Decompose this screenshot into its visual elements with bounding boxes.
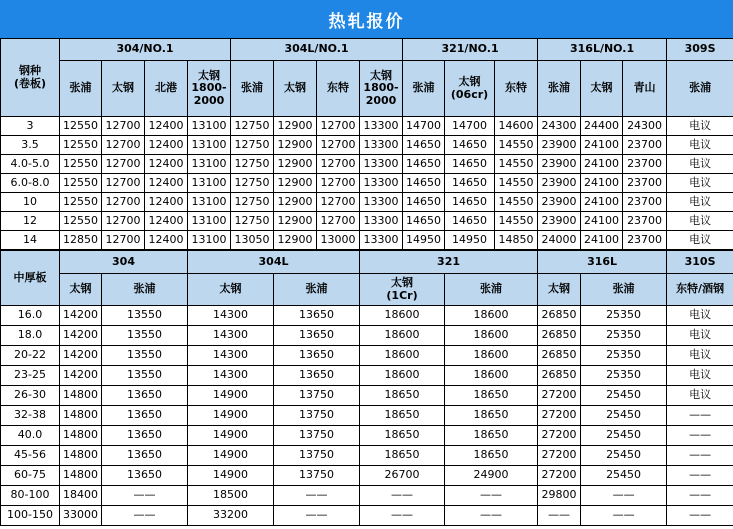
supplier-header: 太钢 <box>102 61 145 117</box>
price-cell: 23700 <box>623 174 667 193</box>
price-cell: 33000 <box>60 506 102 526</box>
price-cell: 18400 <box>60 486 102 506</box>
supplier-header: 张浦 <box>60 61 102 117</box>
table-row <box>1 231 733 251</box>
price-cell: 14550 <box>495 174 538 193</box>
price-cell: 14200 <box>60 326 102 346</box>
price-cell: 18650 <box>360 426 445 446</box>
price-cell: 12700 <box>317 136 360 155</box>
price-cell: 12900 <box>274 136 317 155</box>
price-cell: 12900 <box>274 174 317 193</box>
table-row <box>1 155 733 174</box>
price-cell: 14650 <box>445 155 495 174</box>
price-cell: 12750 <box>231 212 274 231</box>
price-cell: 13050 <box>231 231 274 251</box>
price-cell: 14550 <box>495 155 538 174</box>
price-cell: 13550 <box>102 306 188 326</box>
spec-cell: 100-150 <box>1 506 60 526</box>
price-cell: 14650 <box>403 193 445 212</box>
supplier-header: 东特/酒钢 <box>667 274 733 306</box>
spec-cell: 14 <box>1 231 60 251</box>
price-cell: 12700 <box>102 212 145 231</box>
price-cell: —— <box>102 486 188 506</box>
price-cell: 电议 <box>667 366 733 386</box>
price-cell: 14600 <box>495 117 538 136</box>
table-row <box>1 486 733 506</box>
price-cell: 14700 <box>445 117 495 136</box>
price-cell: 18650 <box>445 406 538 426</box>
price-cell: 25450 <box>581 406 667 426</box>
price-cell: 13650 <box>102 446 188 466</box>
price-cell: 电议 <box>667 326 733 346</box>
price-cell: 25350 <box>581 326 667 346</box>
price-cell: 14650 <box>403 136 445 155</box>
price-cell: 13650 <box>274 346 360 366</box>
price-cell: 14200 <box>60 306 102 326</box>
price-cell: 12900 <box>274 212 317 231</box>
price-cell: 23700 <box>623 155 667 174</box>
price-cell: 23700 <box>623 212 667 231</box>
price-cell: 25450 <box>581 386 667 406</box>
price-cell: 12900 <box>274 117 317 136</box>
price-cell: 13300 <box>360 136 403 155</box>
table-row <box>1 174 733 193</box>
supplier-header: 东特 <box>317 61 360 117</box>
price-cell: 12700 <box>102 193 145 212</box>
row-header-label: 钢种 (卷板) <box>1 39 60 117</box>
price-cell: 13750 <box>274 406 360 426</box>
price-cell: 27200 <box>538 406 581 426</box>
price-cell: 电议 <box>667 231 733 251</box>
price-cell: 14800 <box>60 446 102 466</box>
price-cell: 电议 <box>667 117 733 136</box>
price-cell: 13100 <box>188 117 231 136</box>
supplier-header: 太钢 <box>60 274 102 306</box>
price-cell: 12550 <box>60 136 102 155</box>
table-row <box>1 306 733 326</box>
table-row <box>1 406 733 426</box>
price-cell: 14800 <box>60 386 102 406</box>
price-cell: 12400 <box>145 174 188 193</box>
price-cell: 12400 <box>145 231 188 251</box>
price-cell: 27200 <box>538 446 581 466</box>
supplier-header: 太钢 <box>188 274 274 306</box>
price-cell: 14300 <box>188 326 274 346</box>
price-cell: 23900 <box>538 136 581 155</box>
supplier-header: 太钢 <box>581 61 623 117</box>
spec-cell: 10 <box>1 193 60 212</box>
price-cell: —— <box>274 486 360 506</box>
price-cell: 14550 <box>495 212 538 231</box>
price-cell: 14650 <box>403 174 445 193</box>
price-cell: 13100 <box>188 136 231 155</box>
price-cell: 14950 <box>445 231 495 251</box>
spec-cell: 3.5 <box>1 136 60 155</box>
price-cell: 电议 <box>667 136 733 155</box>
supplier-header: 张浦 <box>581 274 667 306</box>
price-cell: 12700 <box>102 174 145 193</box>
price-cell: 12400 <box>145 212 188 231</box>
price-cell: 12750 <box>231 117 274 136</box>
price-cell: 13650 <box>274 366 360 386</box>
supplier-header: 太钢 1800- 2000 <box>360 61 403 117</box>
spec-cell: 32-38 <box>1 406 60 426</box>
price-cell: 14900 <box>188 406 274 426</box>
price-cell: —— <box>667 466 733 486</box>
page-title: 热轧报价 <box>0 0 733 38</box>
supplier-header: 张浦 <box>274 274 360 306</box>
table-row <box>1 212 733 231</box>
spec-cell: 16.0 <box>1 306 60 326</box>
supplier-header: 张浦 <box>231 61 274 117</box>
group-header: 316L/NO.1 <box>538 39 667 61</box>
table-row <box>1 366 733 386</box>
spec-cell: 60-75 <box>1 466 60 486</box>
price-cell: 12550 <box>60 155 102 174</box>
supplier-header: 张浦 <box>445 274 538 306</box>
price-cell: 12700 <box>317 117 360 136</box>
group-header: 304L/NO.1 <box>231 39 403 61</box>
price-cell: 13650 <box>102 386 188 406</box>
price-cell: 12700 <box>102 136 145 155</box>
price-cell: 26850 <box>538 326 581 346</box>
price-cell: 电议 <box>667 346 733 366</box>
price-cell: 18600 <box>360 346 445 366</box>
price-cell: 18600 <box>360 366 445 386</box>
price-cell: 13650 <box>102 426 188 446</box>
price-cell: 24100 <box>581 155 623 174</box>
price-cell: 26850 <box>538 306 581 326</box>
price-cell: 18600 <box>445 366 538 386</box>
table-row <box>1 136 733 155</box>
price-cell: 18600 <box>445 346 538 366</box>
price-cell: 25450 <box>581 446 667 466</box>
price-cell: —— <box>667 406 733 426</box>
price-cell: 12550 <box>60 174 102 193</box>
price-cell: 12550 <box>60 117 102 136</box>
spec-cell: 26-30 <box>1 386 60 406</box>
price-cell: 14650 <box>445 193 495 212</box>
price-cell: 13300 <box>360 174 403 193</box>
spec-cell: 40.0 <box>1 426 60 446</box>
supplier-header: 太钢 <box>538 274 581 306</box>
price-cell: —— <box>667 506 733 526</box>
price-cell: 23900 <box>538 193 581 212</box>
supplier-header: 太钢 <box>274 61 317 117</box>
price-cell: 27200 <box>538 426 581 446</box>
price-cell: 12550 <box>60 193 102 212</box>
price-cell: 23700 <box>623 136 667 155</box>
price-cell: 14900 <box>188 446 274 466</box>
price-cell: 14850 <box>495 231 538 251</box>
price-cell: 26850 <box>538 346 581 366</box>
section-hot-rolled-coil <box>1 39 733 251</box>
spec-cell: 23-25 <box>1 366 60 386</box>
price-cell: 14650 <box>445 174 495 193</box>
price-cell: —— <box>360 506 445 526</box>
table-row <box>1 326 733 346</box>
supplier-header: 张浦 <box>667 61 733 117</box>
price-cell: 24000 <box>538 231 581 251</box>
price-cell: 18650 <box>360 446 445 466</box>
price-cell: 23700 <box>623 193 667 212</box>
price-cell: 14900 <box>188 426 274 446</box>
price-cell: 14300 <box>188 306 274 326</box>
price-cell: 12700 <box>317 174 360 193</box>
price-cell: 14300 <box>188 366 274 386</box>
spec-cell: 3 <box>1 117 60 136</box>
price-cell: 13550 <box>102 346 188 366</box>
price-cell: 13750 <box>274 466 360 486</box>
price-cell: 29800 <box>538 486 581 506</box>
price-cell: 13300 <box>360 231 403 251</box>
price-cell: 14650 <box>403 155 445 174</box>
supplier-header: 张浦 <box>403 61 445 117</box>
price-cell: 13550 <box>102 366 188 386</box>
table-row <box>1 346 733 366</box>
spec-cell: 12 <box>1 212 60 231</box>
price-cell: 25450 <box>581 466 667 486</box>
price-cell: 33200 <box>188 506 274 526</box>
price-cell: 13300 <box>360 155 403 174</box>
price-cell: 24100 <box>581 231 623 251</box>
section-medium-plate <box>1 250 733 526</box>
price-cell: 12400 <box>145 155 188 174</box>
price-cell: 电议 <box>667 155 733 174</box>
price-cell: 14800 <box>60 406 102 426</box>
price-cell: 18650 <box>445 446 538 466</box>
price-cell: 12750 <box>231 136 274 155</box>
price-cell: 电议 <box>667 306 733 326</box>
price-cell: 13000 <box>317 231 360 251</box>
price-cell: 14950 <box>403 231 445 251</box>
supplier-header: 青山 <box>623 61 667 117</box>
price-cell: 电议 <box>667 212 733 231</box>
price-cell: 13750 <box>274 426 360 446</box>
price-cell: —— <box>667 446 733 466</box>
supplier-header: 太钢 (1Cr) <box>360 274 445 306</box>
group-header: 304L <box>188 250 360 274</box>
price-cell: 14700 <box>403 117 445 136</box>
price-cell: 14200 <box>60 346 102 366</box>
price-cell: 18600 <box>360 306 445 326</box>
price-cell: 12700 <box>317 212 360 231</box>
price-cell: 18600 <box>445 306 538 326</box>
price-cell: —— <box>581 486 667 506</box>
table-row <box>1 446 733 466</box>
price-cell: 12700 <box>317 193 360 212</box>
price-cell: —— <box>445 486 538 506</box>
price-cell: 12700 <box>317 155 360 174</box>
price-cell: 12750 <box>231 193 274 212</box>
price-cell: 13750 <box>274 386 360 406</box>
row-header-label: 中厚板 <box>1 250 60 306</box>
price-cell: 13650 <box>102 406 188 426</box>
price-cell: 24100 <box>581 193 623 212</box>
table-row <box>1 506 733 526</box>
price-cell: 26850 <box>538 366 581 386</box>
price-cell: 13100 <box>188 231 231 251</box>
price-cell: 24100 <box>581 212 623 231</box>
price-cell: 12750 <box>231 174 274 193</box>
table-row <box>1 117 733 136</box>
price-cell: 18650 <box>445 426 538 446</box>
table-row <box>1 426 733 446</box>
price-cell: 12900 <box>274 193 317 212</box>
price-cell: 13650 <box>274 306 360 326</box>
price-cell: 12550 <box>60 212 102 231</box>
price-cell: 18650 <box>360 406 445 426</box>
price-cell: 24100 <box>581 174 623 193</box>
price-cell: 24900 <box>445 466 538 486</box>
price-cell: 13100 <box>188 155 231 174</box>
price-cell: 23900 <box>538 174 581 193</box>
price-cell: 14900 <box>188 386 274 406</box>
group-header: 321/NO.1 <box>403 39 538 61</box>
price-cell: —— <box>102 506 188 526</box>
price-cell: 12850 <box>60 231 102 251</box>
price-cell: —— <box>581 506 667 526</box>
price-cell: —— <box>360 486 445 506</box>
price-cell: 18600 <box>360 326 445 346</box>
price-cell: 14650 <box>403 212 445 231</box>
price-cell: 14900 <box>188 466 274 486</box>
price-cell: 13100 <box>188 212 231 231</box>
price-cell: 13100 <box>188 193 231 212</box>
price-cell: 25350 <box>581 346 667 366</box>
group-header: 316L <box>538 250 667 274</box>
price-cell: 13300 <box>360 193 403 212</box>
price-cell: 13750 <box>274 446 360 466</box>
price-cell: 18600 <box>445 326 538 346</box>
price-cell: 12400 <box>145 193 188 212</box>
price-cell: 24100 <box>581 136 623 155</box>
price-cell: 14800 <box>60 426 102 446</box>
price-cell: 12700 <box>102 231 145 251</box>
price-table <box>0 38 733 526</box>
price-cell: 26700 <box>360 466 445 486</box>
spec-cell: 80-100 <box>1 486 60 506</box>
price-cell: 23700 <box>623 231 667 251</box>
price-cell: 12900 <box>274 155 317 174</box>
price-cell: 12700 <box>102 155 145 174</box>
price-cell: 23900 <box>538 212 581 231</box>
price-cell: 12400 <box>145 136 188 155</box>
supplier-header: 太钢 1800- 2000 <box>188 61 231 117</box>
supplier-header: 张浦 <box>102 274 188 306</box>
price-cell: 25350 <box>581 366 667 386</box>
price-cell: 12750 <box>231 155 274 174</box>
spec-cell: 18.0 <box>1 326 60 346</box>
table-row <box>1 466 733 486</box>
table-row <box>1 193 733 212</box>
price-cell: 25350 <box>581 306 667 326</box>
price-cell: —— <box>667 486 733 506</box>
price-cell: 12700 <box>102 117 145 136</box>
price-cell: 24300 <box>623 117 667 136</box>
price-cell: 13550 <box>102 326 188 346</box>
price-cell: 24400 <box>581 117 623 136</box>
price-cell: —— <box>538 506 581 526</box>
price-cell: 14650 <box>445 136 495 155</box>
group-header: 304 <box>60 250 188 274</box>
spec-cell: 4.0-5.0 <box>1 155 60 174</box>
price-cell: 14800 <box>60 466 102 486</box>
supplier-header: 张浦 <box>538 61 581 117</box>
price-cell: 18650 <box>445 386 538 406</box>
price-cell: —— <box>667 426 733 446</box>
spec-cell: 6.0-8.0 <box>1 174 60 193</box>
group-header: 304/NO.1 <box>60 39 231 61</box>
price-cell: 23900 <box>538 155 581 174</box>
supplier-header: 太钢 (06cr) <box>445 61 495 117</box>
price-cell: 18650 <box>360 386 445 406</box>
price-cell: 13300 <box>360 117 403 136</box>
price-cell: 25450 <box>581 426 667 446</box>
price-cell: 14650 <box>445 212 495 231</box>
group-header: 321 <box>360 250 538 274</box>
price-cell: 13300 <box>360 212 403 231</box>
table-row <box>1 386 733 406</box>
price-cell: 13100 <box>188 174 231 193</box>
price-cell: —— <box>445 506 538 526</box>
price-cell: 27200 <box>538 386 581 406</box>
price-cell: 电议 <box>667 193 733 212</box>
price-cell: 12900 <box>274 231 317 251</box>
supplier-header: 东特 <box>495 61 538 117</box>
price-cell: 13650 <box>274 326 360 346</box>
price-cell: 14550 <box>495 136 538 155</box>
group-header: 310S <box>667 250 733 274</box>
price-cell: 27200 <box>538 466 581 486</box>
group-header: 309S <box>667 39 733 61</box>
price-cell: 14300 <box>188 346 274 366</box>
price-cell: 14550 <box>495 193 538 212</box>
price-cell: 24300 <box>538 117 581 136</box>
price-cell: 电议 <box>667 386 733 406</box>
price-cell: 13650 <box>102 466 188 486</box>
spec-cell: 45-56 <box>1 446 60 466</box>
price-cell: 电议 <box>667 174 733 193</box>
price-cell: 12400 <box>145 117 188 136</box>
supplier-header: 北港 <box>145 61 188 117</box>
spec-cell: 20-22 <box>1 346 60 366</box>
price-cell: —— <box>274 506 360 526</box>
price-cell: 14200 <box>60 366 102 386</box>
price-cell: 18500 <box>188 486 274 506</box>
